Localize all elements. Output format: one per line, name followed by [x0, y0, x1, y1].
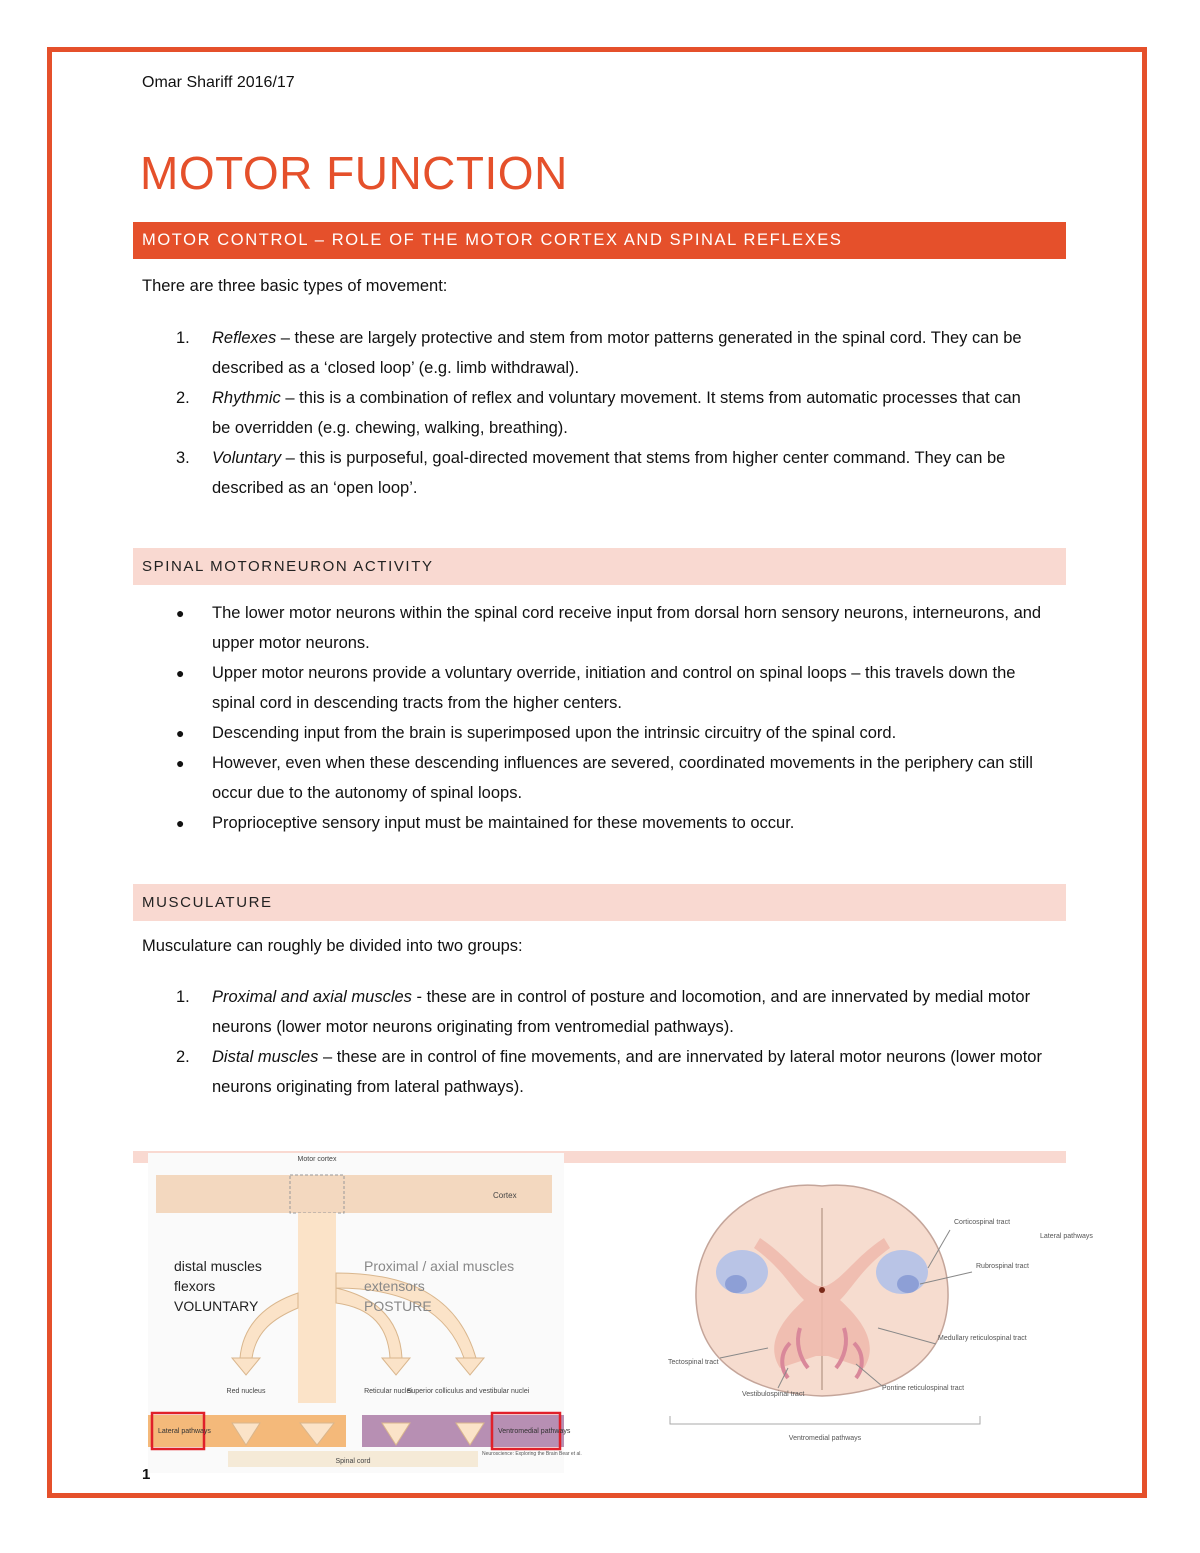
distal-label-2: flexors: [174, 1278, 216, 1294]
central-canal: [819, 1287, 825, 1293]
list-item: [142, 383, 1042, 443]
lateral-pathways-label: Lateral pathways: [158, 1428, 211, 1435]
item-text: However, even when these descending influences are severed, coordinated movements in the periphery can still occur due to the autonomy of spinal loops.: [212, 754, 1033, 802]
list-number: 2.: [176, 1048, 190, 1066]
page-title: MOTOR FUNCTION: [140, 147, 568, 199]
red-nucleus-label: Red nucleus: [226, 1388, 266, 1395]
list-number: 2.: [176, 389, 190, 407]
list-item: [142, 748, 1042, 808]
item-text: The lower motor neurons within the spinal cord receive input from dorsal horn sensory neurons, interneurons, and upper motor neurons.: [212, 604, 1042, 652]
trunk-shape: [298, 1213, 336, 1403]
list-item: [142, 598, 1042, 658]
spinal-cord-label: Spinal cord: [335, 1458, 371, 1465]
lateral-pathways-label: Lateral pathways: [1040, 1233, 1093, 1240]
list-item: [142, 982, 1042, 1042]
item-text: - these are in control of posture and locomotion, and are innervated by medial motor neurons (lower motor neurons originating from ventromedial pathways).: [212, 988, 1031, 1036]
ventromedial-pathways-label: Ventromedial pathways: [498, 1428, 571, 1435]
bullet-icon: ●: [176, 725, 185, 741]
item-text: Proprioceptive sensory input must be maintained for these movements to occur.: [212, 814, 795, 832]
list-number: 3.: [176, 449, 190, 467]
rubrospinal-left: [725, 1275, 747, 1293]
bullet-icon: ●: [176, 665, 185, 681]
rubrospinal-right: [897, 1275, 919, 1293]
vestibulospinal-label: Vestibulospinal tract: [742, 1391, 805, 1398]
medullary-label: Medullary reticulospinal tract: [938, 1335, 1027, 1342]
author-line: Omar Shariff 2016/17: [142, 74, 295, 91]
motor-control-intro: There are three basic types of movement:: [142, 277, 448, 295]
term: Proximal and axial muscles: [212, 988, 412, 1006]
tectospinal-label: Tectospinal tract: [668, 1359, 719, 1366]
list-item: [142, 808, 1042, 838]
arrow-red-nucleus: [232, 1358, 260, 1375]
list-item: [142, 323, 1042, 383]
term: Distal muscles: [212, 1048, 319, 1066]
ventromedial-bracket: [670, 1416, 980, 1424]
arrow-reticular: [382, 1358, 410, 1375]
motor-cortex-label: Motor cortex: [297, 1156, 337, 1163]
item-text: Descending input from the brain is superimposed upon the intrinsic circuitry of the spinal cord.: [212, 724, 897, 742]
term: Rhythmic: [212, 389, 281, 407]
list-number: 1.: [176, 329, 190, 347]
bullet-icon: ●: [176, 605, 185, 621]
arrow-superior-colliculus: [456, 1358, 484, 1375]
list-item: [142, 443, 1042, 503]
bullet-icon: ●: [176, 755, 185, 771]
item-text: – these are in control of fine movements, and are innervated by lateral motor neurons (lower motor neurons originating from lateral pathways).: [212, 1048, 1042, 1096]
spinal-bullets: [142, 598, 1042, 838]
item-text: – this is purposeful, goal-directed movement that stems from higher center command. They can be described as an ‘open loop’.: [212, 449, 1006, 497]
list-item: [142, 658, 1042, 718]
term: Voluntary: [212, 449, 282, 467]
distal-label-3: VOLUNTARY: [174, 1298, 259, 1314]
musculature-intro: Musculature can roughly be divided into two groups:: [142, 937, 523, 955]
cortex-label: Cortex: [493, 1191, 517, 1200]
term: Reflexes: [212, 329, 277, 347]
bullet-icon: ●: [176, 815, 185, 831]
ventromedial-label: Ventromedial pathways: [788, 1435, 862, 1442]
section-heading-spinal: SPINAL MOTORNEURON ACTIVITY: [133, 548, 1066, 585]
item-text: – this is a combination of reflex and voluntary movement. It stems from automatic processes that can be overridden (e.g. chewing, walking, breathing).: [212, 389, 1021, 437]
proximal-label-3: POSTURE: [364, 1298, 432, 1314]
page-number: 1: [142, 1466, 151, 1483]
movement-types-list: [142, 323, 1042, 503]
figure-credit: Neuroscience: Exploring the Brain Bear et al.: [482, 1451, 582, 1457]
rubrospinal-label: Rubrospinal tract: [976, 1263, 1029, 1270]
corticospinal-label: Corticospinal tract: [954, 1219, 1011, 1226]
reticular-label: Reticular nuclei: [364, 1388, 412, 1395]
pathways-diagram: [148, 1153, 582, 1473]
item-text: Upper motor neurons provide a voluntary override, initiation and control on spinal loops – this travels down the spinal cord in descending tracts from the higher centers.: [212, 664, 1016, 712]
section-heading-musculature: MUSCULATURE: [133, 884, 1066, 921]
pontine-label: Pontine reticulospinal tract: [882, 1385, 965, 1392]
list-item: [142, 718, 1042, 748]
proximal-label-1: Proximal / axial muscles: [364, 1258, 515, 1274]
item-text: – these are largely protective and stem from motor patterns generated in the spinal cord. They can be described as a ‘closed loop’ (e.g. limb withdrawal).: [212, 329, 1022, 377]
spinal-cord-cross-section: [650, 1168, 1095, 1468]
muscle-groups-list: [142, 982, 1042, 1102]
list-number: 1.: [176, 988, 190, 1006]
superior-colliculus-label: Superior colliculus and vestibular nuclei: [406, 1388, 530, 1395]
distal-label-1: distal muscles: [174, 1258, 262, 1274]
proximal-label-2: extensors: [364, 1278, 425, 1294]
section-heading-motor-control: MOTOR CONTROL – ROLE OF THE MOTOR CORTEX AND SPINAL REFLEXES: [133, 222, 1066, 259]
list-item: [142, 1042, 1042, 1102]
